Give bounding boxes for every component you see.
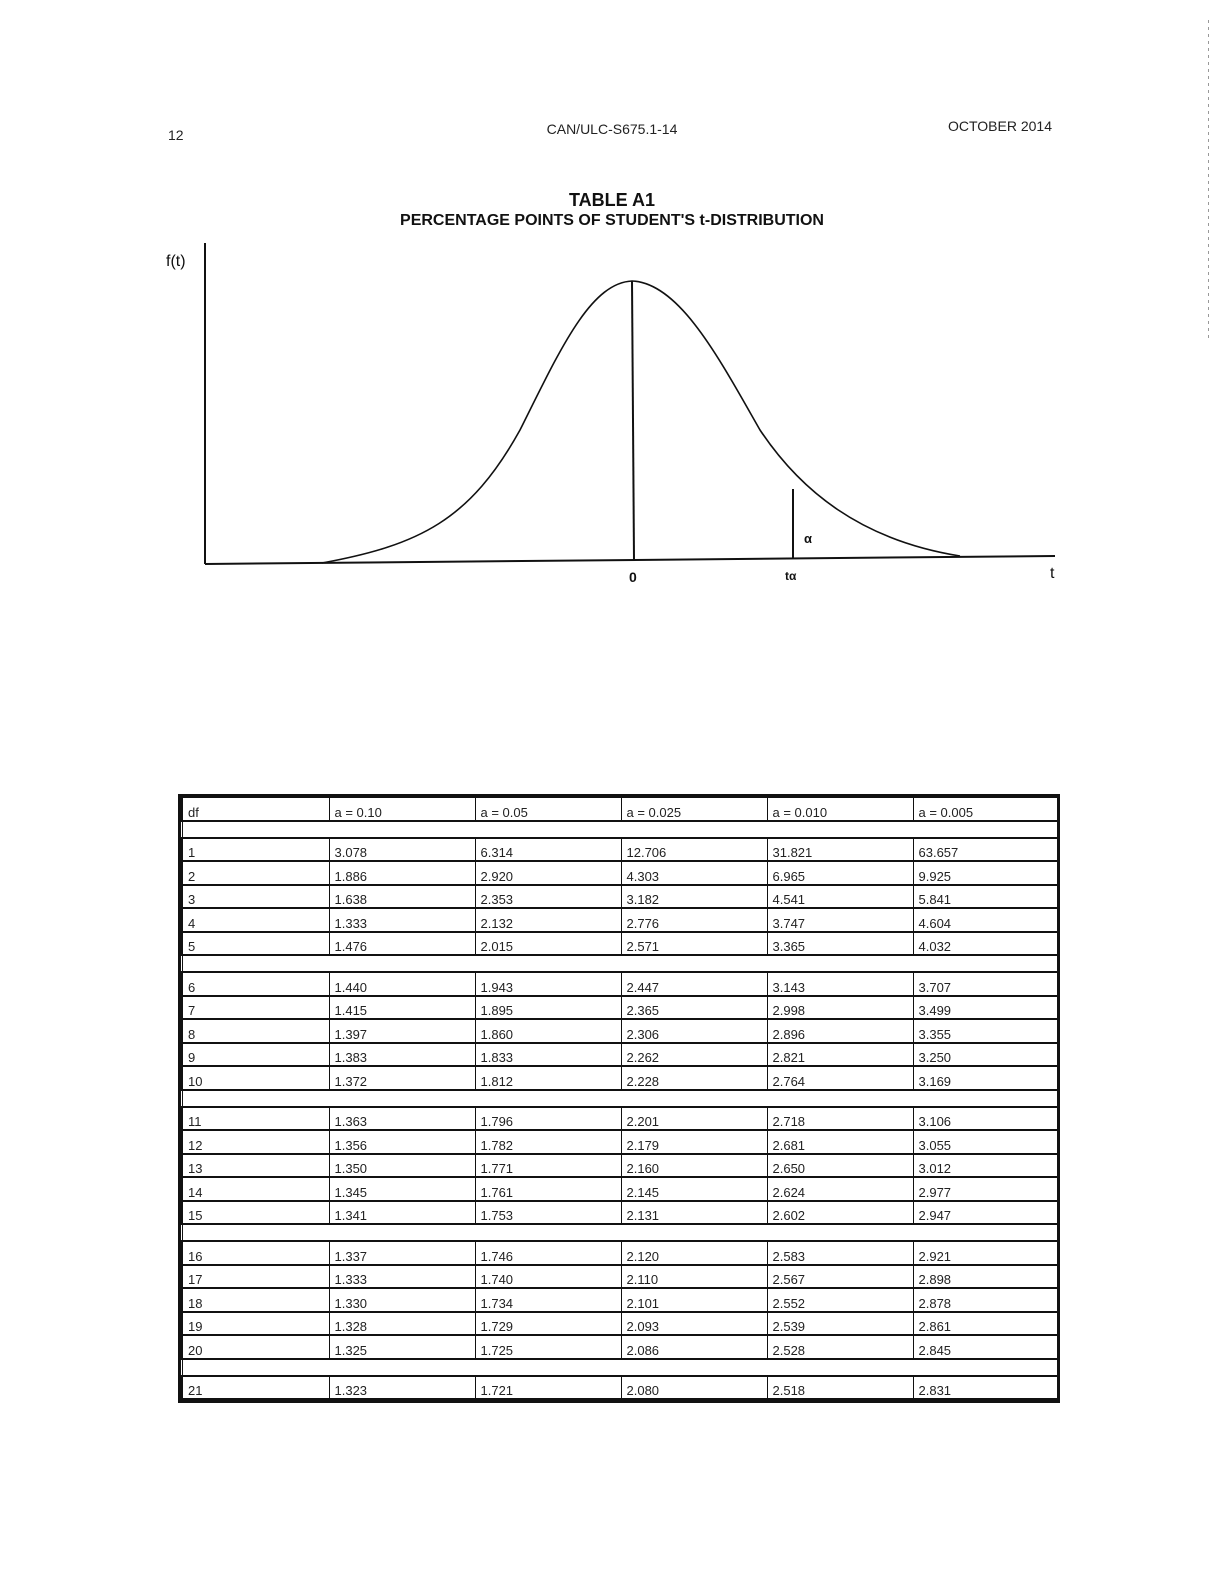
value-cell: 63.657	[913, 838, 1059, 862]
df-cell: 15	[182, 1201, 329, 1225]
value-cell: 3.169	[913, 1066, 1059, 1090]
df-cell: 5	[182, 932, 329, 956]
df-cell: 9	[182, 1043, 329, 1067]
value-cell: 1.363	[329, 1107, 475, 1131]
value-cell: 1.833	[475, 1043, 621, 1067]
column-header: a = 0.010	[767, 798, 913, 821]
value-cell: 2.228	[621, 1066, 767, 1090]
value-cell: 2.101	[621, 1288, 767, 1312]
value-cell: 6.965	[767, 861, 913, 885]
df-cell: 8	[182, 1019, 329, 1043]
value-cell: 3.250	[913, 1043, 1059, 1067]
value-cell: 2.567	[767, 1265, 913, 1289]
group-spacer	[182, 955, 1059, 972]
value-cell: 2.201	[621, 1107, 767, 1131]
value-cell: 2.353	[475, 885, 621, 909]
value-cell: 1.740	[475, 1265, 621, 1289]
value-cell: 2.518	[767, 1376, 913, 1400]
value-cell: 1.782	[475, 1130, 621, 1154]
table-row	[182, 1241, 1059, 1265]
value-cell: 1.333	[329, 908, 475, 932]
value-cell: 2.764	[767, 1066, 913, 1090]
x-axis	[205, 556, 1055, 564]
group-spacer-row	[182, 1359, 1059, 1376]
df-cell: 7	[182, 996, 329, 1020]
value-cell: 1.895	[475, 996, 621, 1020]
table-row	[182, 1265, 1059, 1289]
x-axis-label: t	[1050, 565, 1055, 582]
value-cell: 2.920	[475, 861, 621, 885]
column-header: a = 0.025	[621, 798, 767, 821]
table-row	[182, 1201, 1059, 1225]
group-spacer-row	[182, 955, 1059, 972]
value-cell: 1.943	[475, 972, 621, 996]
table-row	[182, 1130, 1059, 1154]
df-cell: 16	[182, 1241, 329, 1265]
df-cell: 17	[182, 1265, 329, 1289]
value-cell: 3.106	[913, 1107, 1059, 1131]
value-cell: 1.729	[475, 1312, 621, 1336]
value-cell: 3.012	[913, 1154, 1059, 1178]
value-cell: 2.571	[621, 932, 767, 956]
table-row	[182, 1177, 1059, 1201]
value-cell: 4.303	[621, 861, 767, 885]
value-cell: 1.415	[329, 996, 475, 1020]
value-cell: 9.925	[913, 861, 1059, 885]
group-spacer	[182, 821, 1059, 838]
group-spacer	[182, 1090, 1059, 1107]
df-cell: 13	[182, 1154, 329, 1178]
value-cell: 1.796	[475, 1107, 621, 1131]
table-row	[182, 1376, 1059, 1400]
value-cell: 2.145	[621, 1177, 767, 1201]
value-cell: 2.650	[767, 1154, 913, 1178]
t-distribution-table	[178, 794, 1060, 1403]
table-row	[182, 1335, 1059, 1359]
value-cell: 4.032	[913, 932, 1059, 956]
value-cell: 2.821	[767, 1043, 913, 1067]
value-cell: 3.499	[913, 996, 1059, 1020]
value-cell: 1.328	[329, 1312, 475, 1336]
value-cell: 2.120	[621, 1241, 767, 1265]
value-cell: 2.110	[621, 1265, 767, 1289]
df-cell: 10	[182, 1066, 329, 1090]
value-cell: 2.947	[913, 1201, 1059, 1225]
value-cell: 1.330	[329, 1288, 475, 1312]
value-cell: 3.365	[767, 932, 913, 956]
value-cell: 2.921	[913, 1241, 1059, 1265]
value-cell: 2.878	[913, 1288, 1059, 1312]
value-cell: 1.753	[475, 1201, 621, 1225]
value-cell: 1.397	[329, 1019, 475, 1043]
df-cell: 14	[182, 1177, 329, 1201]
value-cell: 1.860	[475, 1019, 621, 1043]
value-cell: 1.721	[475, 1376, 621, 1400]
value-cell: 2.845	[913, 1335, 1059, 1359]
value-cell: 2.093	[621, 1312, 767, 1336]
value-cell: 1.350	[329, 1154, 475, 1178]
value-cell: 4.604	[913, 908, 1059, 932]
page-number: 12	[168, 127, 184, 143]
value-cell: 3.707	[913, 972, 1059, 996]
value-cell: 2.131	[621, 1201, 767, 1225]
value-cell: 1.345	[329, 1177, 475, 1201]
value-cell: 12.706	[621, 838, 767, 862]
value-cell: 3.055	[913, 1130, 1059, 1154]
value-cell: 2.718	[767, 1107, 913, 1131]
group-spacer-row	[182, 1090, 1059, 1107]
value-cell: 1.746	[475, 1241, 621, 1265]
value-cell: 1.383	[329, 1043, 475, 1067]
t-distribution-chart	[0, 0, 1224, 620]
value-cell: 2.086	[621, 1335, 767, 1359]
value-cell: 2.160	[621, 1154, 767, 1178]
value-cell: 2.602	[767, 1201, 913, 1225]
value-cell: 2.080	[621, 1376, 767, 1400]
value-cell: 1.341	[329, 1201, 475, 1225]
table-row	[182, 1107, 1059, 1131]
document-id: CAN/ULC-S675.1-14	[546, 121, 678, 137]
table-row	[182, 996, 1059, 1020]
value-cell: 3.078	[329, 838, 475, 862]
value-cell: 2.447	[621, 972, 767, 996]
table-row	[182, 1019, 1059, 1043]
value-cell: 3.355	[913, 1019, 1059, 1043]
table-title: TABLE A1	[568, 190, 655, 210]
group-spacer	[182, 1224, 1059, 1241]
value-cell: 1.812	[475, 1066, 621, 1090]
table-row	[182, 1312, 1059, 1336]
df-cell: 19	[182, 1312, 329, 1336]
value-cell: 2.977	[913, 1177, 1059, 1201]
value-cell: 1.886	[329, 861, 475, 885]
value-cell: 2.179	[621, 1130, 767, 1154]
alpha-region-label: α	[804, 531, 812, 546]
table-row	[182, 1288, 1059, 1312]
value-cell: 2.898	[913, 1265, 1059, 1289]
table-subtitle: PERCENTAGE POINTS OF STUDENT'S t-DISTRIBUTION	[400, 212, 824, 229]
value-cell: 2.896	[767, 1019, 913, 1043]
zero-marker-label: 0	[629, 569, 637, 585]
mean-line	[632, 281, 634, 560]
column-header: df	[182, 798, 329, 821]
table-row	[182, 1154, 1059, 1178]
value-cell: 31.821	[767, 838, 913, 862]
table-row	[182, 932, 1059, 956]
value-cell: 2.539	[767, 1312, 913, 1336]
table-row	[182, 861, 1059, 885]
df-cell: 1	[182, 838, 329, 862]
value-cell: 4.541	[767, 885, 913, 909]
t-alpha-marker-label: tα	[785, 569, 797, 583]
value-cell: 1.356	[329, 1130, 475, 1154]
df-cell: 21	[182, 1376, 329, 1400]
value-cell: 2.861	[913, 1312, 1059, 1336]
value-cell: 2.306	[621, 1019, 767, 1043]
value-cell: 1.333	[329, 1265, 475, 1289]
value-cell: 2.015	[475, 932, 621, 956]
value-cell: 1.372	[329, 1066, 475, 1090]
value-cell: 1.734	[475, 1288, 621, 1312]
df-cell: 6	[182, 972, 329, 996]
density-curve	[322, 281, 960, 563]
df-cell: 20	[182, 1335, 329, 1359]
df-cell: 18	[182, 1288, 329, 1312]
value-cell: 2.624	[767, 1177, 913, 1201]
table-row	[182, 908, 1059, 932]
value-cell: 2.262	[621, 1043, 767, 1067]
value-cell: 1.761	[475, 1177, 621, 1201]
value-cell: 2.365	[621, 996, 767, 1020]
value-cell: 1.337	[329, 1241, 475, 1265]
value-cell: 3.747	[767, 908, 913, 932]
value-cell: 2.681	[767, 1130, 913, 1154]
y-axis-label: f(t)	[166, 253, 186, 270]
table-row	[182, 972, 1059, 996]
table-row	[182, 838, 1059, 862]
value-cell: 1.325	[329, 1335, 475, 1359]
value-cell: 1.771	[475, 1154, 621, 1178]
value-cell: 1.476	[329, 932, 475, 956]
value-cell: 3.143	[767, 972, 913, 996]
value-cell: 1.638	[329, 885, 475, 909]
column-header: a = 0.10	[329, 798, 475, 821]
group-spacer-row	[182, 1224, 1059, 1241]
value-cell: 6.314	[475, 838, 621, 862]
column-header: a = 0.05	[475, 798, 621, 821]
table-row	[182, 885, 1059, 909]
value-cell: 2.552	[767, 1288, 913, 1312]
df-cell: 4	[182, 908, 329, 932]
value-cell: 1.323	[329, 1376, 475, 1400]
df-cell: 2	[182, 861, 329, 885]
group-spacer-row	[182, 821, 1059, 838]
value-cell: 2.831	[913, 1376, 1059, 1400]
value-cell: 2.132	[475, 908, 621, 932]
table-row	[182, 1066, 1059, 1090]
value-cell: 2.528	[767, 1335, 913, 1359]
table-row	[182, 1043, 1059, 1067]
df-cell: 12	[182, 1130, 329, 1154]
value-cell: 2.998	[767, 996, 913, 1020]
document-date: OCTOBER 2014	[947, 118, 1052, 134]
value-cell: 5.841	[913, 885, 1059, 909]
df-cell: 11	[182, 1107, 329, 1131]
value-cell: 1.440	[329, 972, 475, 996]
df-cell: 3	[182, 885, 329, 909]
table-header-row	[182, 798, 1059, 821]
value-cell: 3.182	[621, 885, 767, 909]
column-header: a = 0.005	[913, 798, 1059, 821]
value-cell: 2.776	[621, 908, 767, 932]
group-spacer	[182, 1359, 1059, 1376]
value-cell: 2.583	[767, 1241, 913, 1265]
value-cell: 1.725	[475, 1335, 621, 1359]
